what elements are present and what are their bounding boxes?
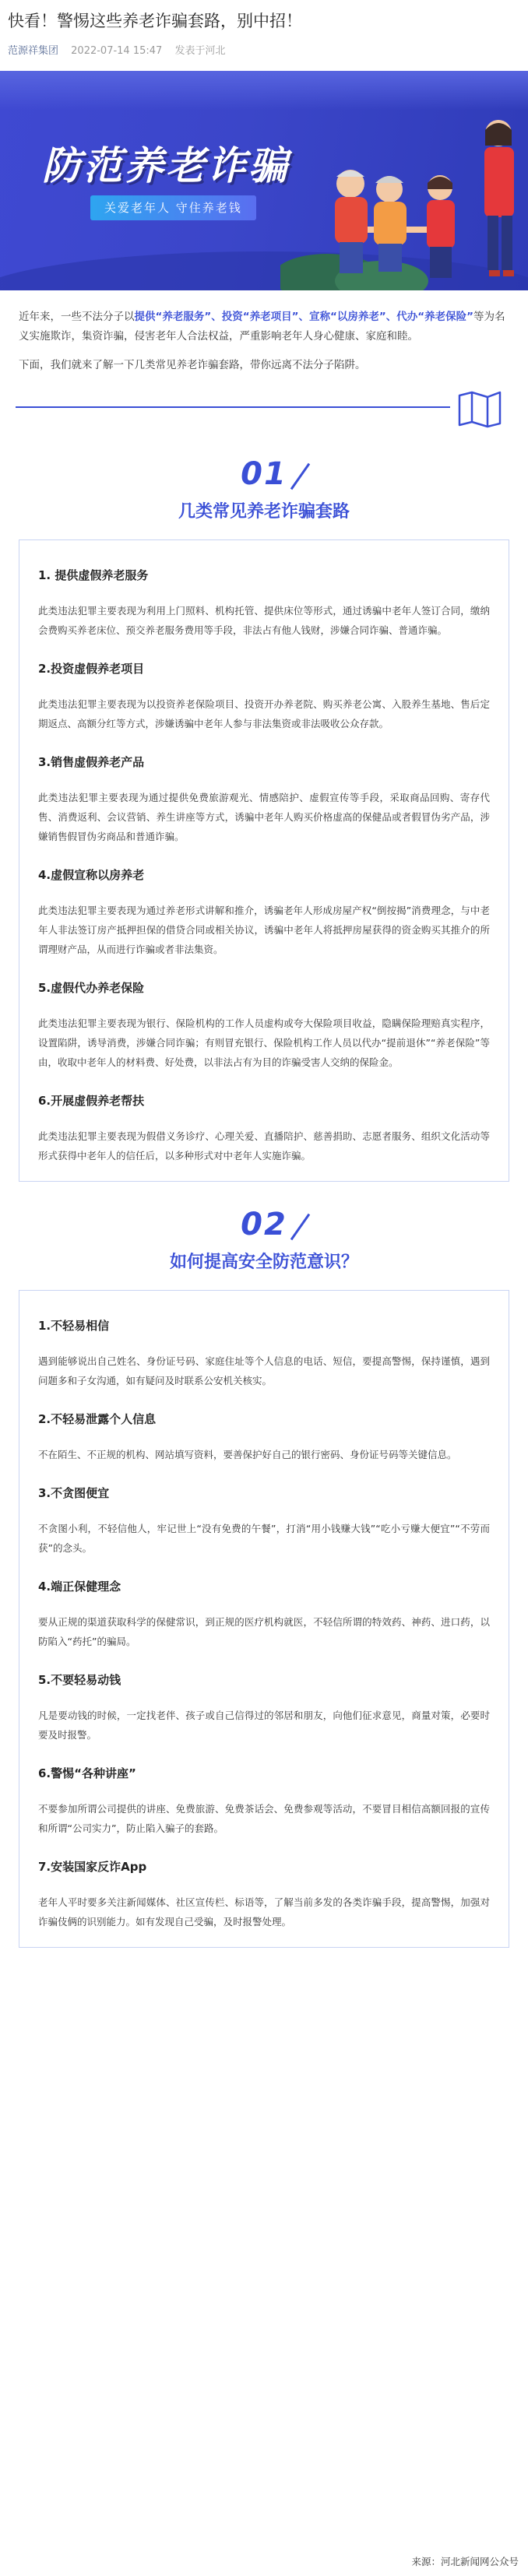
tip-title: 4.端正保健理念 [38, 1580, 121, 1594]
tip-text: 遇到能够说出自己姓名、身份证号码、家庭住址等个人信息的电话、短信，要提高警惕，保持谨慎，遇到问题多和子女沟通，如有疑问及时联系公安机关核实。 [38, 1355, 490, 1386]
article-header [0, 0, 528, 57]
tip-title: 7.安装国家反诈App [38, 1860, 147, 1874]
tip-title: 6.警惕“各种讲座” [38, 1766, 136, 1780]
hero-banner [0, 71, 528, 290]
scam-type-text: 此类违法犯罪主要表现为利用上门照料、机构托管、提供床位等形式，通过诱骗中老年人签订合同，缴纳会费购买养老床位、预交养老服务费用等手段，非法占有他人钱财，涉嫌合同诈骗、普通诈骗。 [38, 605, 490, 636]
divider-line [16, 406, 450, 408]
section-1-heading [0, 456, 528, 522]
scam-type-title: 1. 提供虚假养老服务 [38, 568, 149, 582]
intro-paragraph-1 [19, 308, 509, 346]
intro-paragraph-2: 下面，我们就来了解一下几类常见养老诈骗套路，带你远离不法分子陷阱。 [19, 359, 366, 371]
article-title: 快看！警惕这些养老诈骗套路，别中招！ [8, 12, 302, 30]
author-link[interactable]: 范源祥集团 [8, 45, 59, 57]
divider [16, 385, 512, 431]
elderly-couple-illustration [280, 102, 528, 290]
section-1-number: 01 [241, 456, 287, 492]
tip-title: 1.不轻易相信 [38, 1319, 110, 1333]
scam-type-title: 4.虚假宣称以房养老 [38, 868, 145, 882]
tip-text: 凡是要动钱的时候，一定找老伴、孩子或自己信得过的邻居和朋友，向他们征求意见，商量对策，必要时要及时报警。 [38, 1710, 490, 1741]
publish-location: 发表于河北 [174, 45, 226, 57]
section-2-card [19, 1290, 509, 1948]
section-2-title: 如何提高安全防范意识？ [162, 1249, 366, 1273]
scam-type-text: 此类违法犯罪主要表现为假借义务诊疗、心理关爱、直播陪护、慈善捐助、志愿者服务、组织文化活动等形式获得中老年人的信任后，以多种形式对中老年人实施诈骗。 [38, 1130, 490, 1161]
tip-title: 5.不要轻易动钱 [38, 1673, 121, 1687]
scam-type-title: 2.投资虚假养老项目 [38, 662, 145, 676]
scam-type-title: 6.开展虚假养老帮扶 [38, 1094, 145, 1108]
article-meta [8, 42, 520, 57]
tip-title: 3.不贪图便宜 [38, 1486, 110, 1500]
tip-text: 不要参加所谓公司提供的讲座、免费旅游、免费茶话会、免费参观等活动，不要冒目相信高额回报的宣传和所谓“公司实力”，防止陷入骗子的套路。 [38, 1803, 490, 1834]
tip-text: 不贪图小利，不轻信他人，牢记世上“没有免费的午餐”，打消“用小钱赚大钱”“吃小亏赚大便宜”“不劳而获”的念头。 [38, 1523, 490, 1554]
tip-text: 不在陌生、不正规的机构、网站填写资料，要善保护好自己的银行密码、身份证号码等关键信息。 [38, 1449, 457, 1460]
section-1-card [19, 539, 509, 1182]
tip-text: 要从正规的渠道获取科学的保健常识，到正规的医疗机构就医，不轻信所谓的特效药、神药、进口药，以防陷入“药托”的骗局。 [38, 1616, 490, 1647]
scam-type-text: 此类违法犯罪主要表现为以投资养老保险项目、投资开办养老院、购买养老公寓、入股养生基地、售后定期返点、高额分红等方式，涉嫌诱骗中老年人参与非法集资或非法吸收公众存款。 [38, 698, 490, 729]
intro-text [0, 290, 528, 375]
banner-subtitle: 关爱老年人 守住养老钱 [90, 195, 256, 220]
banner-title: 防范养老诈骗 [42, 143, 290, 188]
section-2-heading [0, 1207, 528, 1273]
section-2-number: 02 [241, 1207, 287, 1242]
intro-text-run: 近年来，一些不法分子以 [19, 311, 135, 323]
source-credit: 来源：河北新闻网公众号 [411, 2556, 519, 2567]
scam-type-text: 此类违法犯罪主要表现为通过养老形式讲解和推介，诱骗老年人形成房屋产权“倒按揭”消费理念，与中老年人非法签订房产抵押担保的借贷合同或相关协议，诱骗中老年人将抵押房屋获得的资金购买其推介的所谓理财产品，从而进行诈骗或者非法集资。 [38, 905, 490, 955]
tip-text: 老年人平时要多关注新闻媒体、社区宣传栏、标语等，了解当前多发的各类诈骗手段，提高警惕，加强对诈骗伎俩的识别能力。如有发现自己受骗，及时报警处理。 [38, 1896, 490, 1928]
section-1-title: 几类常见养老诈骗套路 [171, 498, 357, 522]
scam-type-text: 此类违法犯罪主要表现为银行、保险机构的工作人员虚构或夸大保险项目收益，隐瞒保险理赔真实程序，设置陷阱，诱导消费，涉嫌合同诈骗；有则冒充银行、保险机构工作人员以代办“提前退休”“养老保险”等由，收取中老年人的材料费、好处费，以非法占有为目的诈骗受害人交纳的保险金。 [38, 1017, 490, 1068]
tip-title: 2.不轻易泄露个人信息 [38, 1412, 157, 1426]
scam-type-text: 此类违法犯罪主要表现为通过提供免费旅游观光、情感陪护、虚假宣传等手段，采取商品回购、寄存代售、消费返利、会议营销、养生讲座等方式，诱骗中老年人购买价格虚高的保健品或者假冒伪劣产品，涉嫌销售假冒伪劣商品和普通诈骗。 [38, 792, 490, 842]
scam-type-title: 5.虚假代办养老保险 [38, 981, 145, 995]
map-icon [456, 389, 503, 428]
scam-type-title: 3.销售虚假养老产品 [38, 755, 145, 769]
intro-text-run: 等为名义实施欺诈，集资诈骗，侵害老年人合法权益，严重影响老年人身心健康、家庭和睦。 [19, 311, 505, 343]
publish-date: 2022-07-14 15:47 [71, 45, 163, 57]
intro-highlight: 提供“养老服务”、投资“养老项目”、宣称“以房养老”、代办“养老保险” [134, 311, 473, 323]
